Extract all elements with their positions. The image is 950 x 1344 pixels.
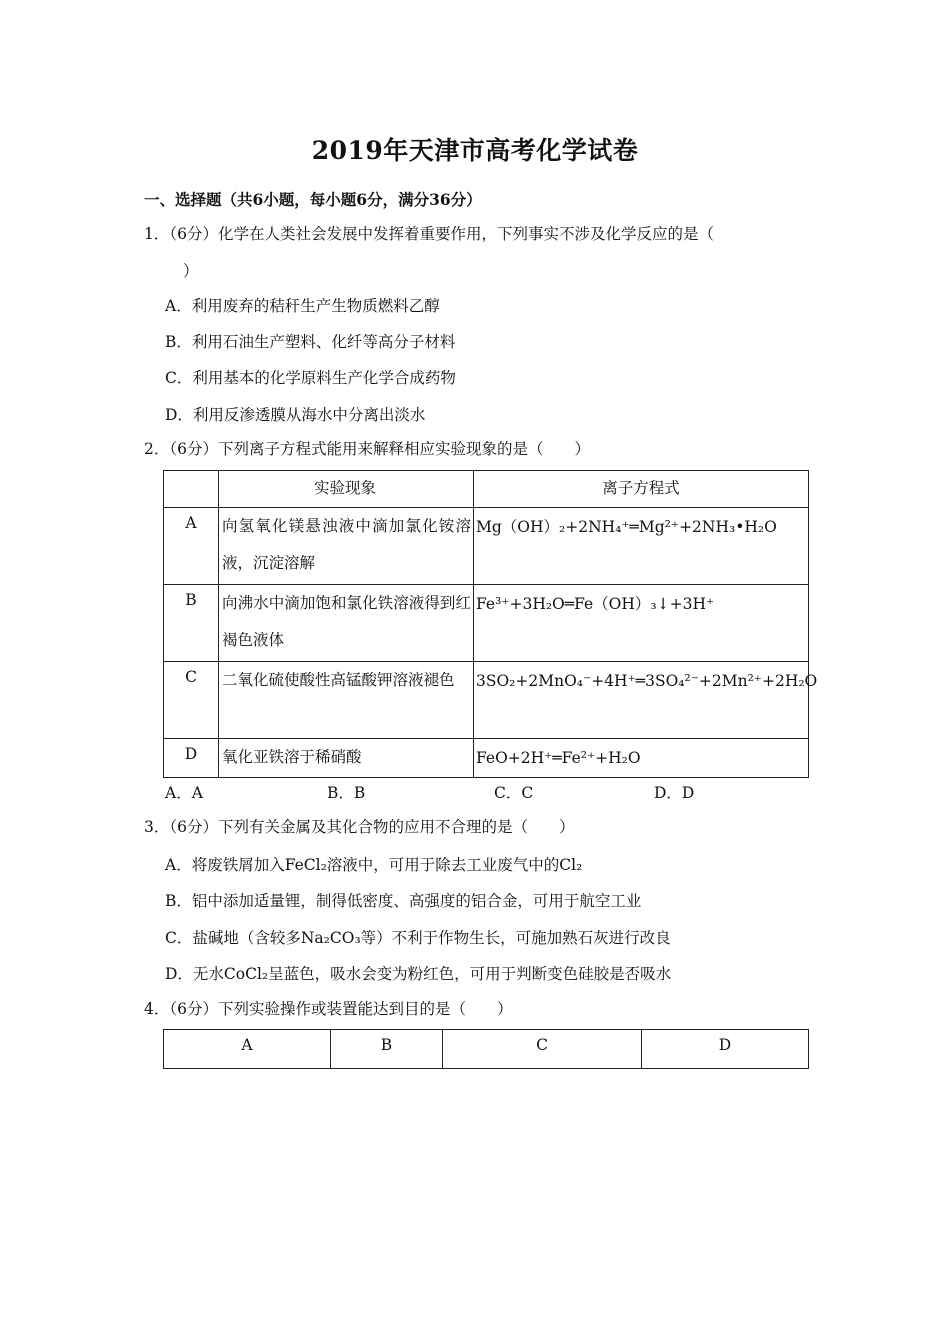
- q2-row-phenomenon: 向沸水中滴加饱和氯化铁溶液得到红褐色液体: [222, 594, 471, 649]
- section-heading: 一、选择题（共6小题，每小题6分，满分36分）: [144, 190, 482, 209]
- q2-row-phenomenon: 二氧化硫使酸性高锰酸钾溶液褪色: [222, 671, 455, 689]
- q3-option-b: B．铝中添加适量锂，制得低密度、高强度的铝合金，可用于航空工业: [165, 892, 642, 910]
- table-row: [164, 739, 809, 778]
- q2-row-label: D: [164, 739, 219, 778]
- q1-option-c: C．利用基本的化学原料生产化学合成药物: [165, 369, 456, 387]
- q2-row-label: A: [164, 508, 219, 585]
- q2-row-equation: Mg（OH）₂+2NH₄⁺═Mg²⁺+2NH₃•H₂O: [474, 508, 809, 585]
- q4-header-a: A: [164, 1030, 331, 1069]
- q4-table: [163, 1029, 809, 1069]
- q3-option-c: C．盐碱地（含较多Na₂CO₃等）不利于作物生长，可施加熟石灰进行改良: [165, 929, 671, 947]
- q4-stem: 4．（6分）下列实验操作或装置能达到目的是（ ）: [144, 1000, 513, 1018]
- table-row: [164, 662, 809, 739]
- q2-row-label: C: [164, 662, 219, 739]
- q4-header-d: D: [642, 1030, 809, 1069]
- q1-option-a: A．利用废弃的秸秆生产生物质燃料乙醇: [165, 297, 440, 315]
- q2-row-equation: 3SO₂+2MnO₄⁻+4H⁺═3SO₄²⁻+2Mn²⁺+2H₂O: [474, 662, 809, 739]
- q3-option-a: A．将废铁屑加入FeCl₂溶液中，可用于除去工业废气中的Cl₂: [165, 856, 583, 874]
- q2-row-label: B: [164, 585, 219, 662]
- q1-stem-end: ）: [183, 262, 199, 280]
- q2-stem: 2．（6分）下列离子方程式能用来解释相应实验现象的是（ ）: [144, 440, 590, 458]
- q2-answer-a: A．A: [165, 784, 203, 802]
- q4-header-c: C: [443, 1030, 642, 1069]
- q4-header-b: B: [331, 1030, 443, 1069]
- q4-table-header: [164, 1030, 809, 1069]
- table-row: [164, 508, 809, 585]
- q2-answer-b: B．B: [327, 784, 366, 802]
- q1-stem: 1．（6分）化学在人类社会发展中发挥着重要作用，下列事实不涉及化学反应的是（: [144, 225, 714, 243]
- q1-option-b: B．利用石油生产塑料、化纤等高分子材料: [165, 333, 456, 351]
- q2-table-header: [164, 471, 809, 508]
- table-row: [164, 585, 809, 662]
- q2-answer-c: C．C: [494, 784, 534, 802]
- q2-header-blank: [164, 471, 219, 508]
- q2-row-equation: Fe³⁺+3H₂O═Fe（OH）₃↓+3H⁺: [474, 585, 809, 662]
- q3-stem: 3．（6分）下列有关金属及其化合物的应用不合理的是（ ）: [144, 818, 575, 836]
- q2-header-phenomenon: 实验现象: [219, 471, 474, 508]
- q3-option-d: D．无水CoCl₂呈蓝色，吸水会变为粉红色，可用于判断变色硅胶是否吸水: [165, 965, 672, 983]
- q2-header-equation: 离子方程式: [474, 471, 809, 508]
- q2-row-phenomenon: 氧化亚铁溶于稀硝酸: [222, 748, 362, 766]
- q2-row-phenomenon: 向氢氧化镁悬浊液中滴加氯化铵溶液，沉淀溶解: [222, 517, 471, 572]
- q2-answer-d: D．D: [654, 784, 695, 802]
- q2-row-equation: FeO+2H⁺═Fe²⁺+H₂O: [474, 739, 809, 778]
- q2-table: [163, 470, 818, 778]
- page-title: 2019年天津市高考化学试卷: [311, 136, 639, 165]
- q1-option-d: D．利用反渗透膜从海水中分离出淡水: [165, 406, 426, 424]
